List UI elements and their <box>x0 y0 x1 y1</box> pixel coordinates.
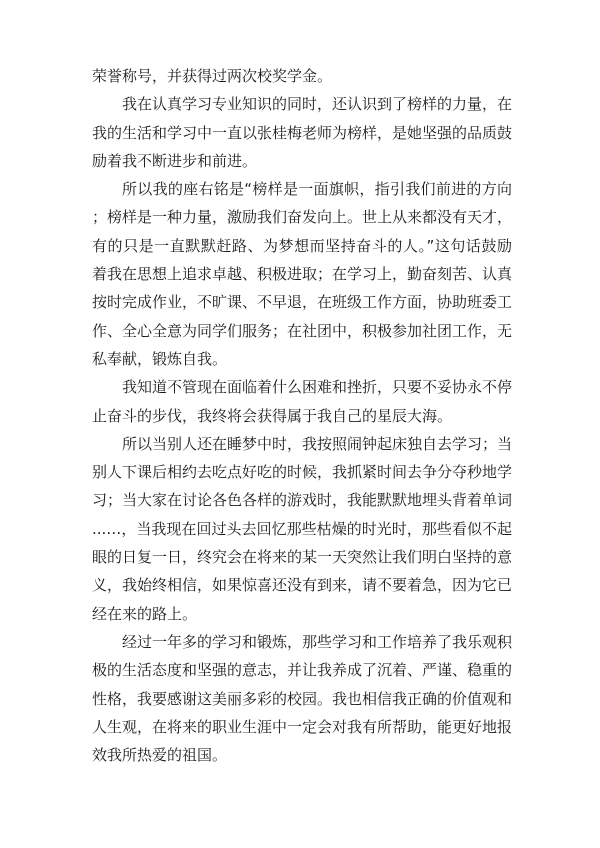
paragraph-role-model: 我在认真学习专业知识的同时，还认识到了榜样的力量，在我的生活和学习中一直以张桂梅老师为榜样，是她坚强的品质鼓励着我不断进步和前进。 <box>92 95 513 170</box>
paragraph-motto: 所以我的座右铭是“榜样是一面旗帜，指引我们前进的方向；榜样是一种力量，激励我们奋发向上。世上从来都没有天才，有的只是一直默默赶路、为梦想而坚持奋斗的人。”这句话鼓励着我在思想上追求卓越、积极进取；在学习上，勤奋刻苦、认真按时完成作业，不旷课、不早退，在班级工作方面，协助班委工作、全心全意为同学们服务；在社团中，积极参加社团工作，无私奉献，锻炼自我。 <box>92 180 513 368</box>
document-body <box>92 62 512 769</box>
paragraph-perseverance: 我知道不管现在面临着什么困难和挫折，只要不妥协永不停止奋斗的步伐，我终将会获得属于我自己的星辰大海。 <box>92 378 513 425</box>
paragraph-conclusion: 经过一年多的学习和锻炼，那些学习和工作培养了我乐观积极的生活态度和坚强的意志，并让我养成了沉着、严谨、稳重的性格，我要感谢这美丽多彩的校园。我也相信我正确的价值观和人生观，在将来的职业生涯中一定会对我有所帮助，能更好地报效我所热爱的祖国。 <box>92 632 513 765</box>
paragraph-hard-work: 所以当别人还在睡梦中时，我按照闹钟起床独自去学习；当别人下课后相约去吃点好吃的时候，我抓紧时间去争分夺秒地学习；当大家在讨论各色各样的游戏时，我能默默地埋头背着单词...…，当我现在回过头去回忆那些枯燥的时光时，那些看似不起眼的日复一日，终究会在将来的某一天突然让我们明白坚持的意义，我始终相信，如果惊喜还没有到来，请不要着急，因为它已经在来的路上。 <box>92 434 513 623</box>
paragraph-continued: 荣誉称号，并获得过两次校奖学金。 <box>92 67 333 85</box>
